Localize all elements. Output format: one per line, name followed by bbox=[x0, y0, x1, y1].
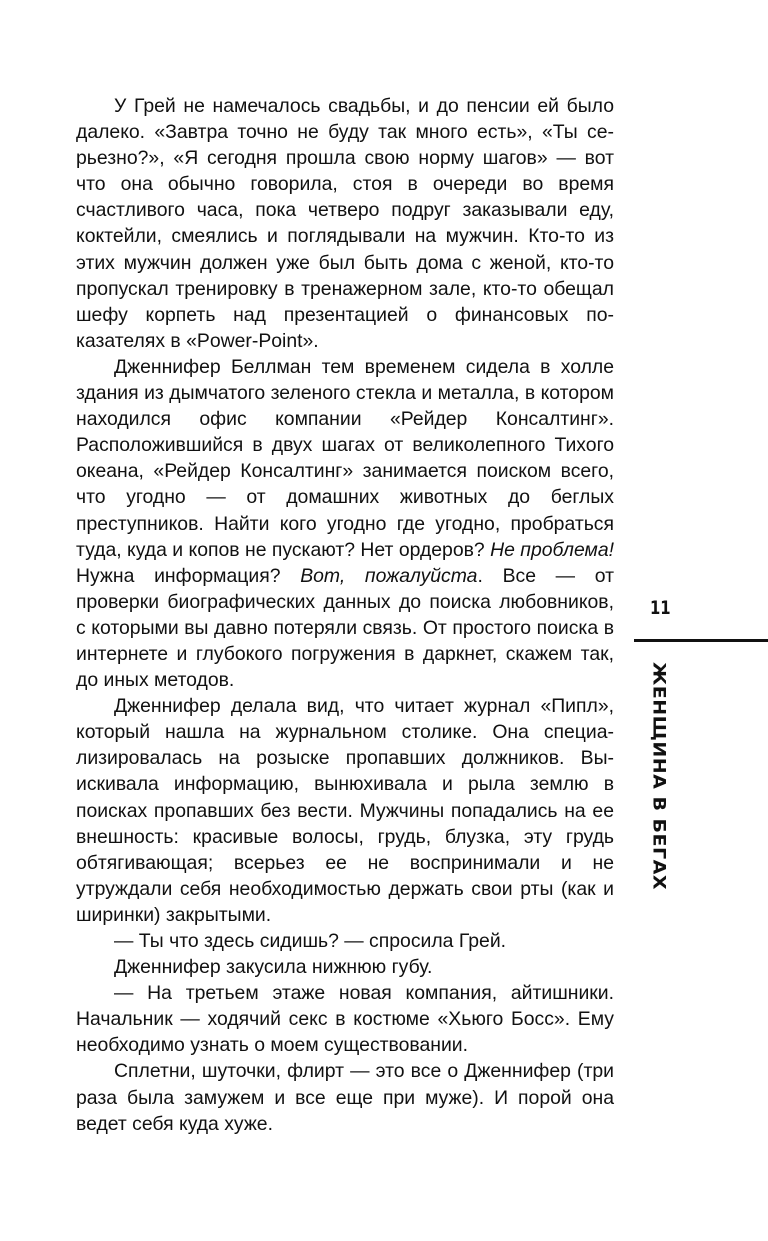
text-run: Дженнифер закусила нижнюю губу. bbox=[114, 956, 433, 979]
text-run: . Все — от проверки биографических данных до поиска любовников, с которыми вы давно потеряли связь. От простого поиска в интернете и глубокого погружения в даркнет, скажем так, до иных методов. bbox=[76, 564, 615, 692]
paragraph bbox=[76, 93, 614, 354]
text-run: Сплетни, шуточки, флирт — это все о Дженнифер (три раза была замужем и все еще при муже). И порой она ведет себя куда хуже. bbox=[76, 1060, 614, 1135]
paragraph bbox=[76, 1058, 614, 1136]
paragraph bbox=[76, 980, 614, 1058]
paragraph bbox=[76, 693, 614, 928]
text-run: — На третьем этаже новая компания, айтишники. Начальник — ходячий секс в костюме «Хьюго Босс». Ему необходимо узнать о моем существовании. bbox=[76, 982, 614, 1057]
italic-text-run: Не проблема! bbox=[490, 538, 614, 561]
page-number: 11 bbox=[650, 597, 671, 619]
body-text bbox=[76, 93, 614, 1137]
italic-text-run: Вот, пожалуйста bbox=[300, 564, 478, 587]
paragraph bbox=[76, 954, 614, 980]
text-run: Нужна информация? bbox=[76, 564, 301, 587]
text-run: — Ты что здесь сидишь? — спросила Грей. bbox=[114, 930, 507, 952]
text-run: Дженнифер делала вид, что читает журнал «Пипл», который нашла на журнальном столике. Она специализировалась на розыске пропавших должников. Выискивала информацию, вынюхивала и рыла землю в поисках пропавших без вести. Мужчины попадались на ее внешность: красивые волосы, грудь, блузка, эту грудь обтягивающая; всерьез ее не воспринимали и не утруждали себя необходимостью держать свои рты (как и ширинки) закрытыми. bbox=[76, 695, 614, 926]
paragraph bbox=[76, 354, 614, 693]
text-run: У Грей не намечалось свадьбы, и до пенсии ей было далеко. «Завтра точно не буду так много есть», «Ты серьезно?», «Я сегодня прошла свою норму шагов» — вот что она обычно говорила, стоя в очереди во время счастливого часа, пока четверо подруг заказывали еду, коктейли, смеялись и поглядывали на мужчин. Кто-то из этих мужчин должен уже был быть дома с женой, кто-то пропускал тренировку в тренажерном зале, кто-то обещал шефу корпеть над презентацией о финансовых показателях в «Power-Point». bbox=[76, 95, 614, 352]
side-divider-rule bbox=[634, 639, 768, 642]
paragraph bbox=[76, 928, 614, 954]
running-title: ЖЕНЩИНА В БЕГАХ bbox=[649, 662, 669, 890]
text-run: Дженнифер Беллман тем временем сидела в холле здания из дымчатого зеленого стекла и металла, в котором находился офис компании «Рейдер Консалтинг». Расположившийся в двух шагах от великолепного Тихого океана, «Рейдер Консалтинг» занимается поиском всего, что угодно — от домашних животных до беглых преступников. Найти кого угодно где угодно, пробраться туда, куда и копов не пускают? Нет ордеров? bbox=[76, 355, 614, 561]
